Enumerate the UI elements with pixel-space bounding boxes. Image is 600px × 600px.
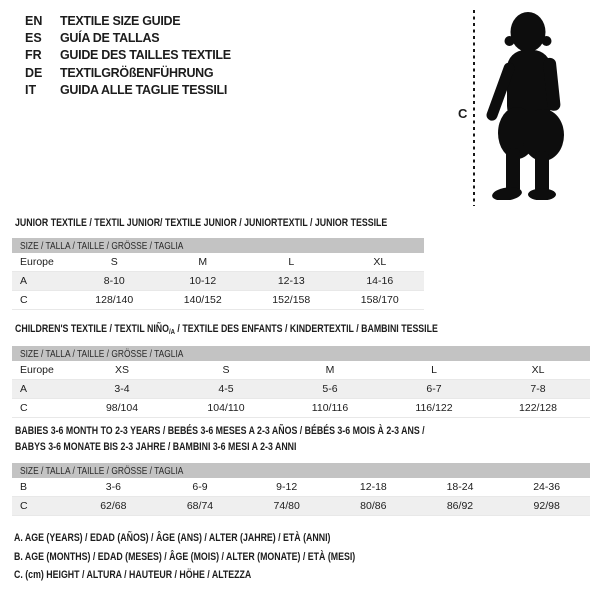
table-cell: XL — [373, 256, 387, 268]
table-cell: XL — [531, 364, 545, 376]
children-heading-subscript: /A — [168, 327, 175, 336]
table-cell: 80/86 — [360, 500, 387, 512]
table-cell: 12-13 — [277, 275, 305, 287]
table-row — [12, 361, 590, 380]
table-cell: S — [222, 364, 230, 376]
babies-size-table — [12, 463, 590, 516]
table-cell: M — [325, 364, 335, 376]
language-code: ES — [25, 31, 42, 46]
children-heading-text: CHILDREN'S TEXTILE / TEXTIL NIÑO — [15, 323, 169, 335]
height-measure-dashed-line — [473, 10, 475, 206]
table-cell: 14-16 — [366, 275, 394, 287]
table-cell: M — [198, 256, 208, 268]
table-cell: 152/158 — [272, 294, 311, 306]
language-row — [25, 29, 231, 46]
language-code: IT — [25, 83, 37, 98]
junior-section-heading — [15, 216, 480, 232]
children-heading-text-cont: / TEXTILE DES ENFANTS / KINDERTEXTIL / BAMBINI TESSILE — [174, 323, 438, 335]
row-label: Europe — [20, 364, 54, 376]
row-label: A — [20, 383, 28, 395]
row-label: C — [20, 402, 28, 414]
table-cell: 12-18 — [359, 481, 387, 493]
language-title: GUÍA DE TALLAS — [60, 31, 160, 46]
row-label: A — [20, 275, 28, 287]
table-cell: 128/140 — [95, 294, 134, 306]
table-row — [12, 253, 424, 272]
babies-section-heading — [15, 424, 527, 455]
table-cell: 116/122 — [415, 402, 453, 414]
table-cell: 4-5 — [218, 383, 234, 395]
table-cell: 24-36 — [533, 481, 561, 493]
language-header — [25, 12, 231, 99]
table-cell: 68/74 — [186, 500, 214, 512]
language-title: TEXTILGRÖßENFÜHRUNG — [60, 65, 214, 80]
babies-heading-line2: BABYS 3-6 MONATE BIS 2-3 JAHRE / BAMBINI 3-6 MESI A 2-3 ANNI — [15, 440, 297, 453]
table-cell: 86/92 — [446, 500, 474, 512]
language-row — [25, 82, 231, 99]
children-size-header-bar — [12, 346, 590, 361]
junior-size-header-bar — [12, 238, 424, 253]
table-cell: 158/170 — [360, 294, 399, 306]
table-cell: 98/104 — [105, 402, 139, 414]
table-cell: 9-12 — [276, 481, 298, 493]
table-cell: 18-24 — [446, 481, 474, 493]
table-row — [12, 497, 590, 516]
babies-table-body — [12, 478, 590, 516]
children-table-body — [12, 361, 590, 418]
table-row — [12, 272, 424, 291]
children-size-table — [12, 346, 590, 418]
legend-notes — [14, 532, 441, 588]
junior-heading-text: JUNIOR TEXTILE / TEXTIL JUNIOR/ TEXTILE JUNIOR / JUNIORTEXTIL / JUNIOR TESSILE — [15, 217, 388, 229]
table-row — [12, 291, 424, 310]
table-cell: 7-8 — [530, 383, 546, 395]
language-row — [25, 47, 231, 64]
row-label: B — [20, 481, 28, 493]
language-title: GUIDA ALLE TAGLIE TESSILI — [60, 83, 228, 98]
table-cell: 140/152 — [183, 294, 222, 306]
table-cell: 5-6 — [322, 383, 338, 395]
row-label: C — [20, 294, 28, 306]
height-marker-label: C — [458, 106, 468, 121]
table-cell: 104/110 — [207, 402, 245, 414]
junior-size-table — [12, 238, 424, 310]
row-label: Europe — [20, 256, 54, 268]
note-age-years: A. AGE (YEARS) / EDAD (AÑOS) / ÂGE (ANS) / ALTER (JAHRE) / ETÀ (ANNI) — [14, 532, 331, 544]
table-cell: 10-12 — [189, 275, 217, 287]
row-label: C — [20, 500, 28, 512]
table-cell: 74/80 — [273, 500, 300, 512]
language-row — [25, 12, 231, 29]
language-code: DE — [25, 65, 43, 80]
children-section-heading — [15, 322, 544, 340]
size-header-label: SIZE / TALLA / TAILLE / GRÖSSE / TAGLIA — [20, 239, 184, 252]
table-cell: L — [431, 364, 437, 376]
size-header-label: SIZE / TALLA / TAILLE / GRÖSSE / TAGLIA — [20, 347, 184, 360]
table-row — [12, 399, 590, 418]
table-row — [12, 478, 590, 497]
language-title: TEXTILE SIZE GUIDE — [60, 13, 181, 28]
size-header-label: SIZE / TALLA / TAILLE / GRÖSSE / TAGLIA — [20, 464, 184, 477]
junior-table-body — [12, 253, 424, 310]
language-code: EN — [25, 13, 43, 28]
table-cell: 6-9 — [192, 481, 208, 493]
baby-silhouette-icon — [480, 8, 594, 200]
table-cell: 92/98 — [533, 500, 560, 512]
language-code: FR — [25, 48, 42, 63]
table-cell: L — [288, 256, 295, 268]
table-cell: 122/128 — [519, 402, 557, 414]
language-title: GUIDE DES TAILLES TEXTILE — [60, 48, 231, 63]
babies-heading-line1: BABIES 3-6 MONTH TO 2-3 YEARS / BEBÉS 3-6 MESES A 2-3 AÑOS / BÉBÉS 3-6 MOIS À 2-3 ANS / — [15, 425, 425, 437]
table-cell: 3-6 — [105, 481, 121, 493]
babies-size-header-bar — [12, 463, 590, 478]
table-cell: 110/116 — [311, 402, 349, 414]
baby-height-figure — [440, 0, 600, 215]
table-cell: XS — [114, 364, 129, 376]
table-cell: 8-10 — [103, 275, 125, 287]
table-cell: 6-7 — [426, 383, 442, 395]
note-age-months: B. AGE (MONTHS) / EDAD (MESES) / ÂGE (MOIS) / ALTER (MONATE) / ETÀ (MESI) — [14, 550, 356, 563]
table-cell: 62/68 — [100, 500, 127, 512]
table-row — [12, 380, 590, 399]
table-cell: 3-4 — [114, 383, 130, 395]
language-row — [25, 64, 231, 81]
note-height-cm: C. (cm) HEIGHT / ALTURA / HAUTEUR / HÖHE / ALTEZZA — [14, 569, 252, 582]
table-cell: S — [110, 256, 118, 268]
